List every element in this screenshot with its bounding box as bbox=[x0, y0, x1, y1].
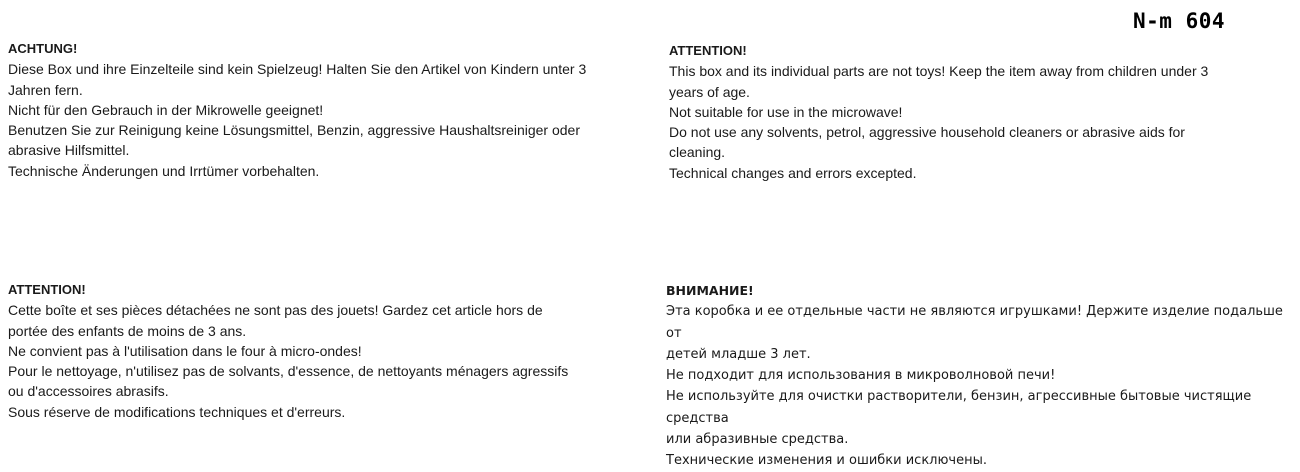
warning-line: ou d'accessoires abrasifs. bbox=[8, 383, 169, 400]
warning-line: Эта коробка и ее отдельные части не являются игрушками! Держите изделие подальше от bbox=[666, 304, 1283, 341]
warning-heading: ВНИМАНИЕ! bbox=[666, 283, 754, 298]
warning-line: Cette boîte et ses pièces détachées ne sont pas des jouets! Gardez cet article hors de bbox=[8, 302, 543, 319]
warning-line: или абразивные средства. bbox=[666, 432, 849, 448]
warning-line: Benutzen Sie zur Reinigung keine Lösungsmittel, Benzin, aggressive Haushaltsreiniger oder bbox=[8, 122, 580, 139]
warning-line: Не используйте для очистки растворители, бензин, агрессивные бытовые чистящие средства bbox=[666, 389, 1252, 426]
warning-line: Ne convient pas à l'utilisation dans le four à micro-ondes! bbox=[8, 342, 362, 359]
warning-line: Diese Box und ihre Einzelteile sind kein Spielzeug! Halten Sie den Artikel von Kindern unter 3 bbox=[8, 61, 587, 78]
warning-line: Technische Änderungen und Irrtümer vorbehalten. bbox=[8, 162, 320, 179]
warning-line: portée des enfants de moins de 3 ans. bbox=[8, 322, 247, 339]
warning-line: Jahren fern. bbox=[8, 81, 83, 98]
warning-line: Pour le nettoyage, n'utilisez pas de solvants, d'essence, de nettoyants ménagers agressifs bbox=[8, 363, 569, 380]
warning-line: cleaning. bbox=[669, 144, 726, 161]
warning-line: Do not use any solvents, petrol, aggressive household cleaners or abrasive aids for bbox=[669, 124, 1185, 141]
warning-heading: ACHTUNG! bbox=[8, 41, 78, 56]
warning-line: Технические изменения и ошибки исключены. bbox=[666, 453, 988, 469]
warning-line: детей младше 3 лет. bbox=[666, 346, 811, 362]
warning-block-english bbox=[669, 41, 1259, 183]
warning-line: Nicht für den Gebrauch in der Mikrowelle geeignet! bbox=[8, 101, 324, 118]
warning-block-french bbox=[8, 280, 618, 422]
warning-heading: ATTENTION! bbox=[8, 282, 86, 297]
warning-block-russian bbox=[666, 280, 1291, 472]
product-code: N-m 604 bbox=[1133, 9, 1226, 33]
warning-line: Not suitable for use in the microwave! bbox=[669, 103, 903, 120]
warning-line: Не подходит для использования в микроволновой печи! bbox=[666, 368, 1056, 384]
warning-line: This box and its individual parts are not toys! Keep the item away from children under 3 bbox=[669, 63, 1209, 80]
warning-line: Sous réserve de modifications techniques et d'erreurs. bbox=[8, 403, 346, 420]
warning-line: abrasive Hilfsmittel. bbox=[8, 142, 130, 159]
warning-line: Technical changes and errors excepted. bbox=[669, 164, 917, 181]
warning-heading: ATTENTION! bbox=[669, 43, 747, 58]
warning-block-german bbox=[8, 39, 608, 181]
warning-line: years of age. bbox=[669, 83, 750, 100]
